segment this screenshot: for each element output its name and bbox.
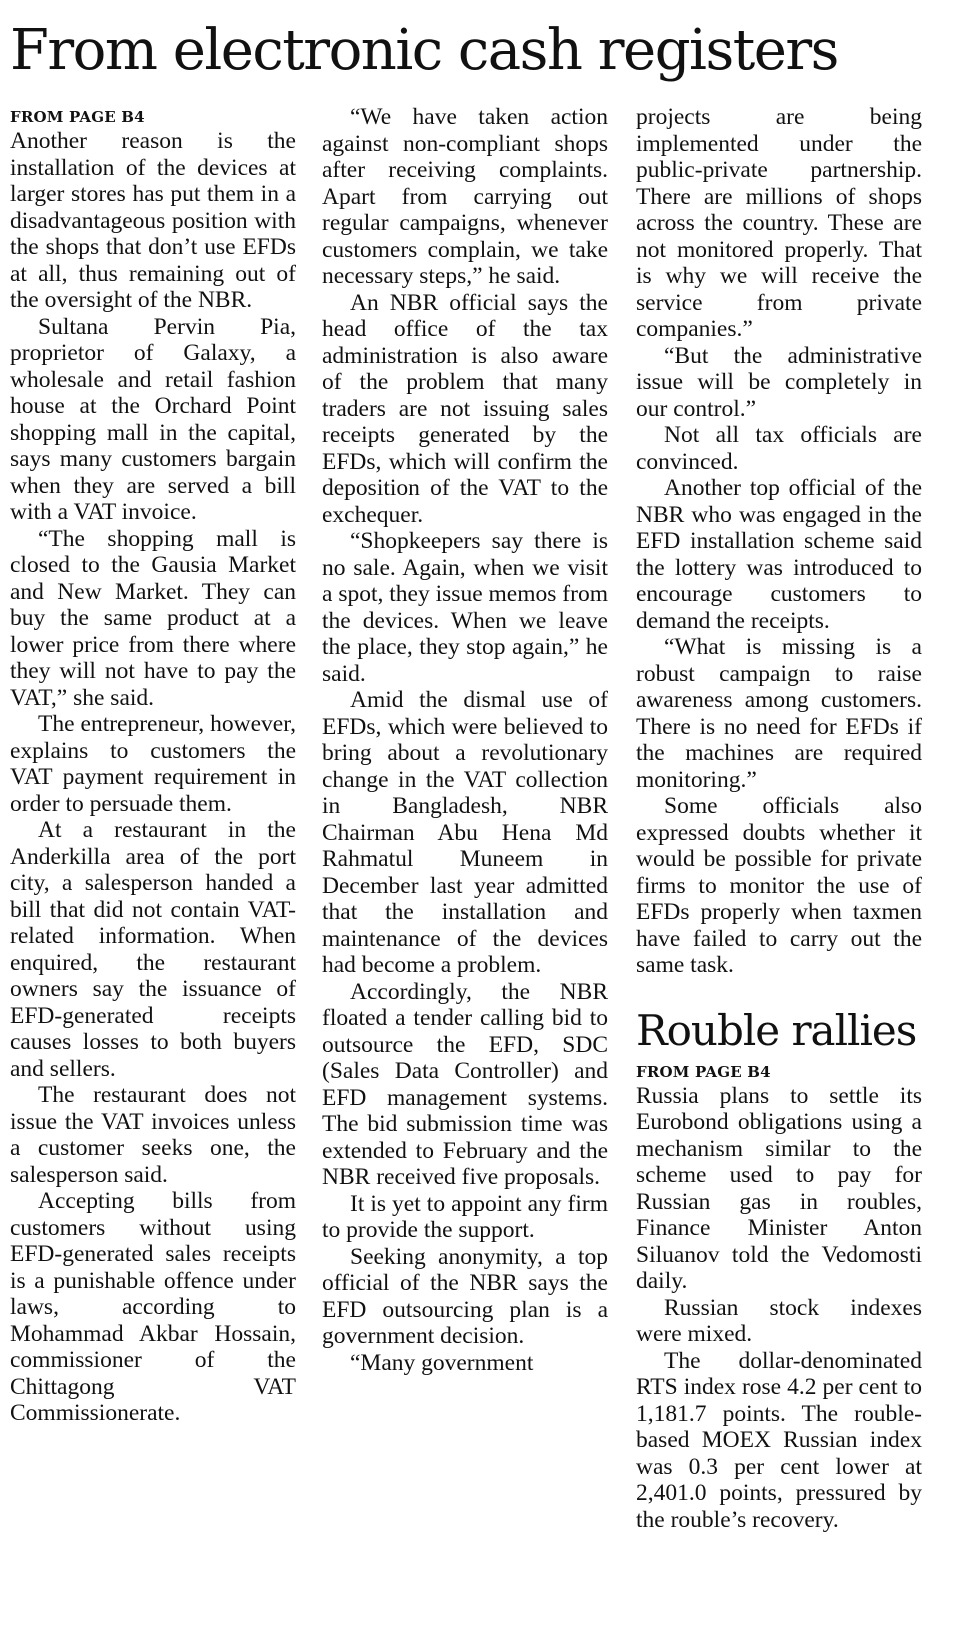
body-paragraph: projects are being implemented under the public-private partnership. There are millions of shops across the country. These are not monitored properly. That is why we will receive the service from private companies.”	[636, 104, 922, 342]
body-paragraph: The restaurant does not issue the VAT invoices unless a customer seeks one, the salesperson said.	[10, 1082, 296, 1188]
body-paragraph: Russia plans to settle its Eurobond obligations using a mechanism similar to the scheme used to pay for Russian gas in roubles, Finance Minister Anton Siluanov told the Vedomosti daily.	[636, 1082, 922, 1294]
body-paragraph: Another reason is the installation of the devices at larger stores has put them in a disadvantageous position with the shops that don’t use EFDs at all, thus remaining out of the oversight of the NBR.	[10, 128, 296, 313]
body-paragraph: Sultana Pervin Pia, proprietor of Galaxy, a wholesale and retail fashion house at the Orchard Point shopping mall in the capital, says many customers bargain when they are served a bill with a VAT invoice.	[10, 313, 296, 525]
body-paragraph: It is yet to appoint any firm to provide the support.	[322, 1190, 608, 1243]
body-paragraph: An NBR official says the head office of the tax administration is also aware of the problem that many traders are not issuing sales receipts generated by the EFDs, which will confirm the deposition of the VAT to the exchequer.	[322, 289, 608, 528]
second-article-headline: Rouble rallies	[636, 1005, 917, 1055]
body-paragraph: “Shopkeepers say there is no sale. Again, when we visit a spot, they issue memos from the devices. When we leave the place, they stop again,” he said.	[322, 528, 608, 687]
body-paragraph: Russian stock indexes were mixed.	[636, 1294, 922, 1347]
body-paragraph: Accepting bills from customers without using EFD-generated sales receipts is a punishable offence under laws, according to Mohammad Akbar Hossain, commissioner of the Chittagong VAT Commissionerate.	[10, 1188, 296, 1426]
body-paragraph: Amid the dismal use of EFDs, which were believed to bring about a revolutionary change in the VAT collection in Bangladesh, NBR Chairman Abu Hena Md Rahmatul Muneem in December last year admitted that the installation and maintenance of the devices had become a problem.	[322, 687, 608, 978]
body-paragraph: Not all tax officials are convinced.	[636, 422, 922, 475]
body-paragraph: Some officials also expressed doubts whether it would be possible for private firms to monitor the use of EFDs properly when taxmen have failed to carry out the same task.	[636, 793, 922, 978]
body-paragraph: “The shopping mall is closed to the Gausia Market and New Market. They can buy the same product at a lower price from there where they will not have to pay the VAT,” she said.	[10, 525, 296, 711]
body-paragraph: At a restaurant in the Anderkilla area of the port city, a salesperson handed a bill that did not contain VAT-related information. When enquired, the restaurant owners say the issuance of EFD-generated receipts causes losses to both buyers and sellers.	[10, 817, 296, 1082]
body-paragraph: The dollar-denominated RTS index rose 4.2 per cent to 1,181.7 points. The rouble-based MOEX Russian index was 0.3 per cent lower at 2,401.0 points, pressured by the rouble’s recovery.	[636, 1347, 922, 1533]
article-column-3	[636, 104, 922, 1533]
body-paragraph: “We have taken action against non-compliant shops after receiving complaints. Apart from carrying out regular campaigns, whenever customers complain, we take necessary steps,” he said.	[322, 104, 608, 289]
article-headline: From electronic cash registers	[10, 18, 838, 83]
body-paragraph: Another top official of the NBR who was engaged in the EFD installation scheme said the lottery was introduced to encourage customers to demand the receipts.	[636, 475, 922, 634]
body-paragraph: “What is missing is a robust campaign to raise awareness among customers. There is no need for EFDs if the machines are required monitoring.”	[636, 634, 922, 793]
jump-line: FROM PAGE B4	[636, 1062, 771, 1081]
jump-line: FROM PAGE B4	[10, 108, 145, 126]
body-paragraph: “Many government	[350, 1349, 534, 1376]
body-paragraph: Accordingly, the NBR floated a tender calling bid to outsource the EFD, SDC (Sales Data Controller) and EFD management systems. The bid submission time was extended to February and the NBR received five proposals.	[322, 978, 608, 1190]
body-paragraph: Seeking anonymity, a top official of the NBR says the EFD outsourcing plan is a government decision.	[322, 1243, 608, 1349]
body-paragraph: The entrepreneur, however, explains to customers the VAT payment requirement in order to persuade them.	[10, 711, 296, 817]
article-column-1	[10, 104, 296, 1427]
body-paragraph: “But the administrative issue will be completely in our control.”	[636, 342, 922, 422]
article-column-2	[322, 104, 608, 1376]
